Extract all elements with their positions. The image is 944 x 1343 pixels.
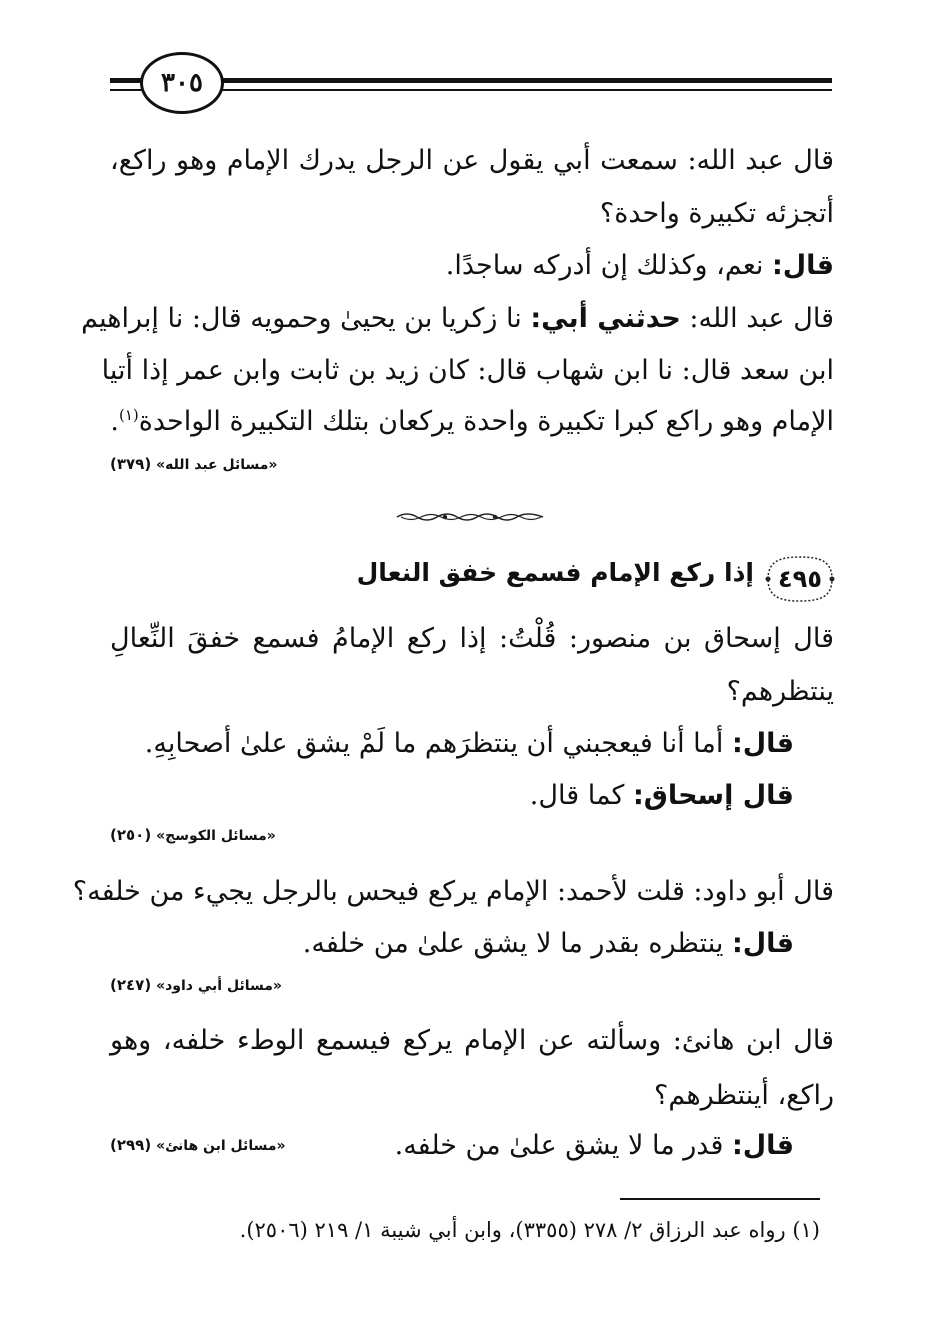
entry4-source-title: «مسائل ابن هانئ» [156,1138,286,1154]
footnote-rule [620,1198,820,1200]
answer-label: قال: [731,928,794,959]
entry2-source [110,826,276,844]
entry1-line1: قال عبد الله: سمعت أبي يقول عن الرجل يدرك الإمام وهو راكع، [110,145,834,176]
entry2-source-num: (٢٥٠) [110,826,152,844]
entry1-line4 [81,303,834,335]
entry1-line6-end: . [110,406,119,437]
entry3-source-title: «مسائل أبي داود» [156,978,282,994]
answer-label: قال: [731,1130,794,1161]
answer-text: أما أنا فيعجبني أن ينتظرَهم ما لَمْ يشق علىٰ أصحابِهِ. [144,728,732,759]
entry3-answer [303,928,794,960]
entry2-line2: ينتظرهم؟ [726,676,834,707]
entry2-source-title: «مسائل الكوسج» [156,828,276,844]
answer-label: قال: [731,728,794,759]
entry1-line2: أتجزئه تكبيرة واحدة؟ [599,198,834,229]
entry2-ishaq [530,780,794,812]
answer-text: قدر ما لا يشق علىٰ من خلفه. [394,1130,732,1161]
ishaq-label: قال إسحاق: [633,780,794,811]
answer-label: قال: [771,250,834,281]
section-title: إذا ركع الإمام فسمع خفق النعال [356,558,754,587]
section-number: ٤٩٥ [778,565,822,593]
entry1-source-num: (٣٧٩) [110,455,152,473]
ishaq-text: كما قال. [529,780,633,811]
section-number-badge [760,553,840,605]
entry1-source-title: «مسائل عبد الله» [156,457,278,473]
footnote-text: رواه عبد الرزاق ٢/ ٢٧٨ (٣٣٥٥)، وابن أبي شيبة ١/ ٢١٩ (٢٥٠٦). [239,1218,793,1242]
entry1-line4-bold: حدثني أبي: [530,303,681,334]
entry4-source [110,1136,286,1154]
ornament-divider [395,510,545,524]
entry4-source-num: (٢٩٩) [110,1136,152,1154]
footnote-ref: (١) [118,406,139,424]
entry4-answer [395,1130,794,1162]
entry2-answer [145,728,794,760]
entry2-line1: قال إسحاق بن منصور: قُلْتُ: إذا ركع الإمامُ فسمع خفقَ النِّعالِ [110,623,834,654]
entry1-line4-pre: قال عبد الله: [680,303,834,334]
entry1-answer [446,250,834,282]
answer-text: نعم، وكذلك إن أدركه ساجدًا. [445,250,772,281]
entry1-line4-post: نا زكريا بن يحيىٰ وحمويه قال: نا إبراهيم [81,303,531,334]
footnote [240,1218,820,1242]
page-number-text: ٣٠٥ [161,68,203,98]
footnote-marker: (١) [792,1218,820,1242]
answer-text: ينتظره بقدر ما لا يشق علىٰ من خلفه. [302,928,732,959]
entry4-line2: راكع، أينتظرهم؟ [654,1080,834,1111]
entry3-source-num: (٢٤٧) [110,976,152,994]
entry1-source [110,455,277,473]
entry4-line1: قال ابن هانئ: وسألته عن الإمام يركع فيسمع الوطء خلفه، وهو [110,1025,834,1056]
entry1-line6 [110,406,834,438]
entry1-line6-text: الإمام وهو راكع كبرا تكبيرة واحدة يركعان بتلك التكبيرة الواحدة [138,406,834,437]
entry3-source [110,976,282,994]
entry3-line1: قال أبو داود: قلت لأحمد: الإمام يركع فيحس بالرجل يجيء من خلفه؟ [72,876,834,907]
entry1-line5: ابن سعد قال: نا ابن شهاب قال: كان زيد بن ثابت وابن عمر إذا أتيا [101,355,834,386]
page-number [140,52,224,114]
